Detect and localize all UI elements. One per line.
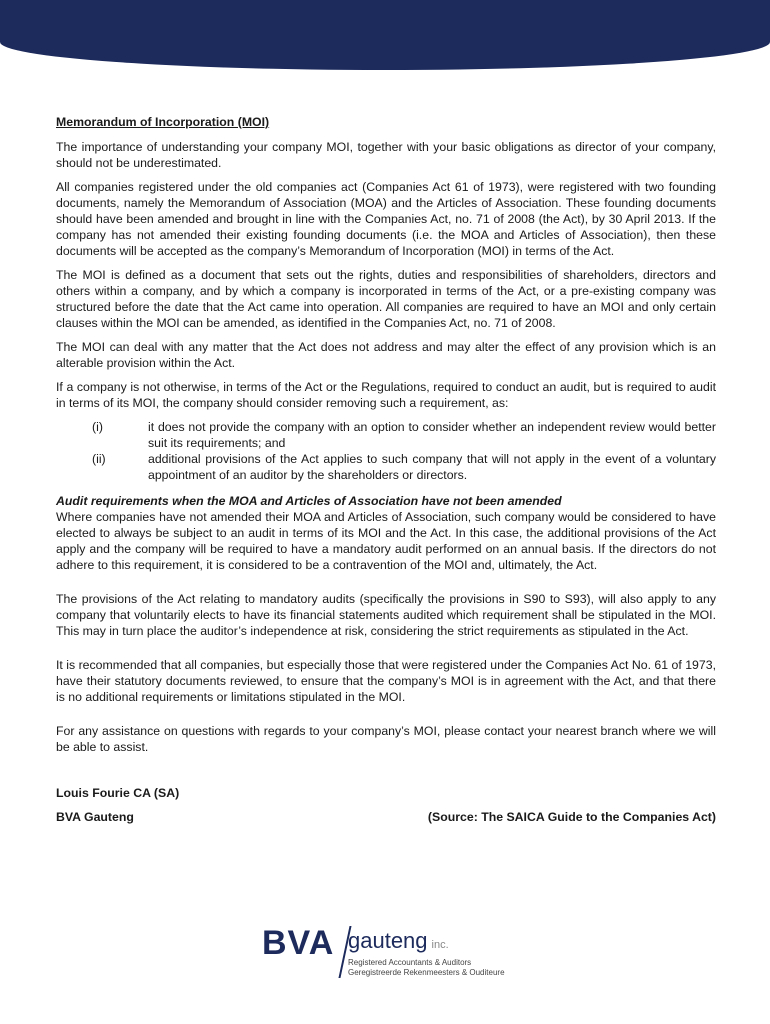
list-item	[56, 451, 716, 483]
logo-tagline-af: Geregistreerde Rekenmeesters & Ouditeure	[348, 968, 505, 977]
signature-row	[56, 809, 716, 825]
paragraph-moi-definition: The MOI is defined as a document that sets out the rights, duties and responsibilities of shareholders, directors and others within a company, and by which a company is incorporated in terms of the Act, or a pre-existing company was structured before the date that the Act came into operation. All companies are required to have an MOI and only certain clauses within the MOI can be amended, as identified in the Companies Act, no. 71 of 2008.	[56, 268, 716, 330]
logo-brand: BVA	[262, 924, 335, 962]
audit-section	[56, 493, 716, 573]
paragraph-audit-requirement: If a company is not otherwise, in terms of the Act or the Regulations, required to conduct an audit, but is required to audit in terms of its MOI, the company should consider removing such a requirement, as:	[56, 380, 716, 410]
paragraph-assistance: For any assistance on questions with regards to your company’s MOI, please contact your nearest branch where we will be able to assist.	[56, 724, 716, 754]
paragraph-intro: The importance of understanding your company MOI, together with your basic obligations as director of your company, should not be underestimated.	[56, 140, 716, 170]
paragraph-not-amended: Where companies have not amended their MOA and Articles of Association, such company would be considered to have elected to always be subject to an audit in terms of its MOI and the Act. In this case, the additional provisions of the Act apply and the company will be required to have a mandatory audit performed on an annual basis. If the directors do not adhere to this requirement, it is considered to be a contravention of the MOI and, ultimately, the Act.	[56, 510, 716, 572]
list-text: additional provisions of the Act applies to such company that will not apply in the event of a voluntary appointment of an auditor by the shareholders or directors.	[148, 452, 716, 482]
logo-suffix: inc.	[431, 939, 449, 951]
logo-tagline-en: Registered Accountants & Auditors	[348, 958, 472, 967]
list-number: (i)	[92, 420, 103, 434]
paragraph-recommendation: It is recommended that all companies, but especially those that were registered under the Companies Act No. 61 of 1973, have their statutory documents reviewed, to ensure that the company’s MOI is in agreement with the Act, and that there is no additional requirements or limitations stipulated in the MOI.	[56, 658, 716, 704]
bva-logo	[262, 924, 542, 982]
list-number: (ii)	[92, 452, 106, 466]
paragraph-mandatory-audits: The provisions of the Act relating to mandatory audits (specifically the provisions in S90 to S93), will also apply to any company that voluntarily elects to have its financial statements audited which requirement shall be stipulated in the MOI. This may in turn place the auditor’s independence at risk, considering the strict requirements as stipulated in the Act.	[56, 592, 716, 638]
reasons-list	[56, 419, 716, 483]
section-heading: Audit requirements when the MOA and Articles of Association have not been amended	[56, 494, 562, 508]
signatory-name: Louis Fourie CA (SA)	[56, 786, 180, 800]
header-band	[0, 0, 770, 70]
document-body	[56, 114, 716, 825]
list-text: it does not provide the company with an option to consider whether an independent review would better suit its requirements; and	[148, 420, 716, 450]
signatory-org: BVA Gauteng	[56, 810, 134, 824]
paragraph-moi-matters: The MOI can deal with any matter that the Act does not address and may alter the effect of any provision which is an alterable provision within the Act.	[56, 340, 716, 370]
paragraph-old-act: All companies registered under the old companies act (Companies Act 61 of 1973), were registered with two founding documents, namely the Memorandum of Association (MOA) and the Articles of Association. These founding documents should have been amended and brought in line with the Companies Act, no. 71 of 2008 (the Act), by 30 April 2013. If the company has not amended their existing founding documents (i.e. the MOA and Articles of Association), then these documents will be accepted as the company’s Memorandum of Incorporation (MOI) in terms of the Act.	[56, 180, 716, 258]
logo-region	[348, 928, 449, 954]
logo-region-text: gauteng	[348, 928, 428, 953]
source-note: (Source: The SAICA Guide to the Companies Act)	[427, 810, 716, 824]
list-item	[56, 419, 716, 451]
document-title: Memorandum of Incorporation (MOI)	[56, 115, 270, 129]
